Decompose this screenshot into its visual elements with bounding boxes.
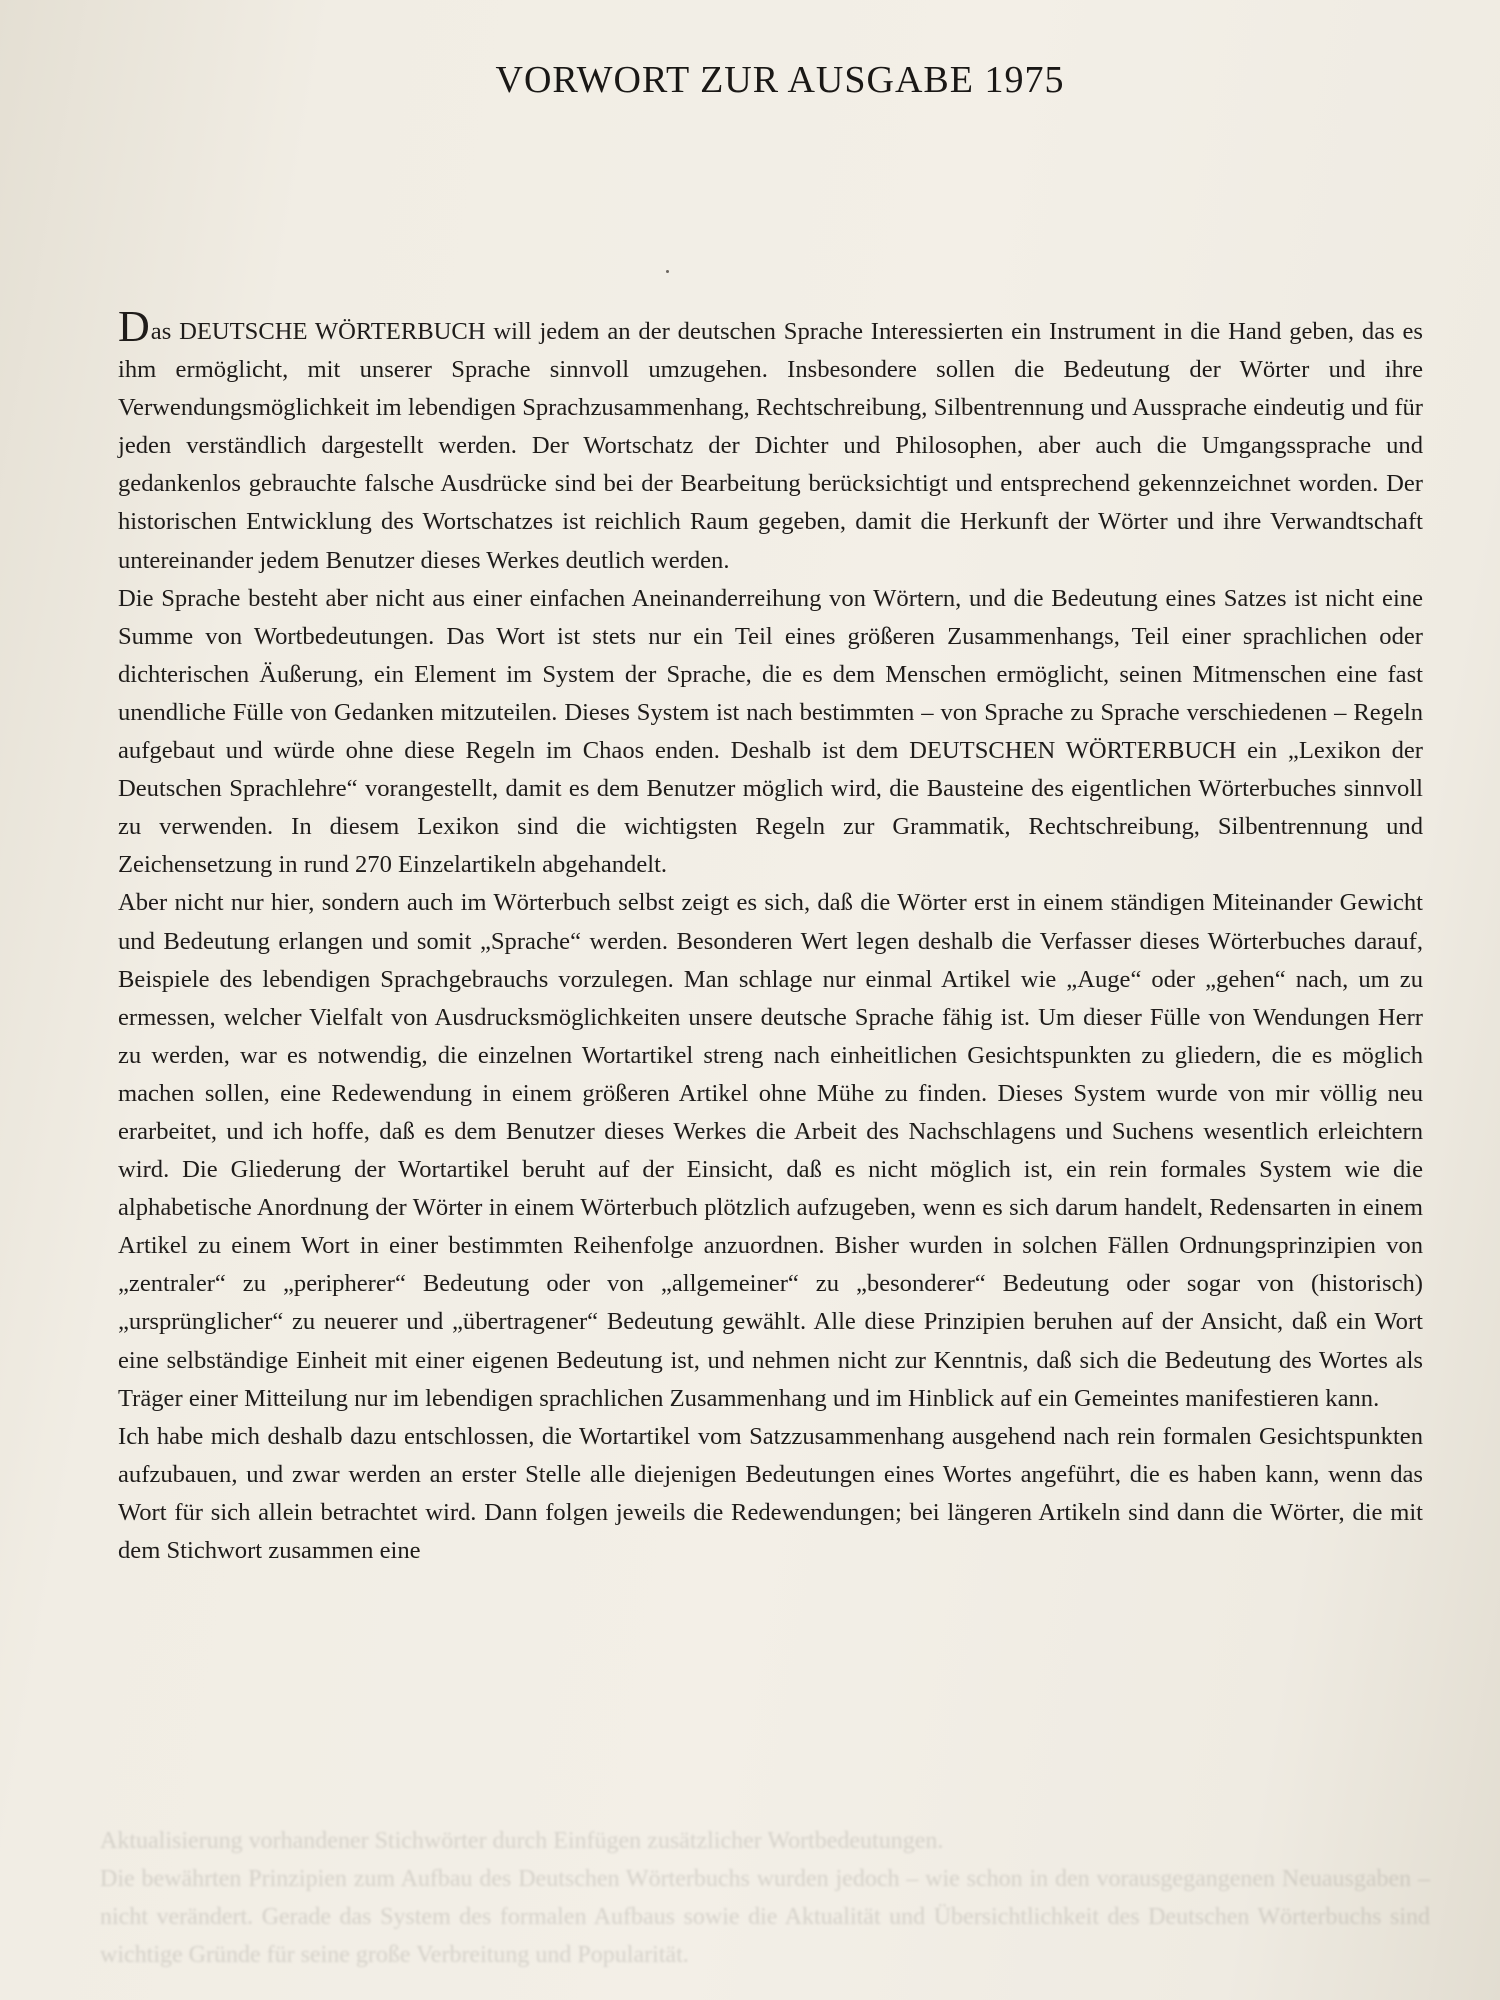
- preface-body: [118, 302, 1423, 1570]
- paragraph-2: Die Sprache besteht aber nicht aus einer einfachen Aneinanderreihung von Wörtern, und die Bedeutung eines Satzes ist nicht eine Summe von Wortbedeutungen. Das Wort ist stets nur ein Teil eines größeren Zusammenhangs, Teil einer sprachlichen oder dichterischen Äußerung, ein Element im System der Sprache, die es dem Menschen ermöglicht, seinen Mitmenschen eine fast unendliche Fülle von Gedanken mitzuteilen. Dieses System ist nach bestimmten – von Sprache zu Sprache verschiedenen – Regeln aufgebaut und würde ohne diese Regeln im Chaos enden. Deshalb ist dem DEUTSCHEN WÖRTERBUCH ein „Lexikon der Deutschen Sprachlehre“ vorangestellt, damit es dem Benutzer möglich wird, die Bausteine des eigentlichen Wörterbuches sinnvoll zu verwenden. In diesem Lexikon sind die wichtigsten Regeln zur Grammatik, Rechtschreibung, Silbentrennung und Zeichensetzung in rund 270 Einzelartikeln abgehandelt.: [118, 584, 1423, 879]
- paragraph-3: Aber nicht nur hier, sondern auch im Wörterbuch selbst zeigt es sich, daß die Wörter erst in einem ständigen Miteinander Gewicht und Bedeutung erlangen und somit „Sprache“ werden. Besonderen Wert legen deshalb die Verfasser dieses Wörterbuches darauf, Beispiele des lebendigen Sprachgebrauchs vorzulegen. Man schlage nur einmal Artikel wie „Auge“ oder „gehen“ nach, um zu ermessen, welcher Vielfalt von Ausdrucksmöglichkeiten unsere deutsche Sprache fähig ist. Um dieser Fülle von Wendungen Herr zu werden, war es notwendig, die einzelnen Wortartikel streng nach einheitlichen Gesichtspunkten zu gliedern, die es möglich machen sollen, eine Redewendung in einem größeren Artikel ohne Mühe zu finden. Dieses System wurde von mir völlig neu erarbeitet, und ich hoffe, daß es dem Benutzer dieses Werkes die Arbeit des Nachschlagens und Suchens wesentlich erleichtern wird. Die Gliederung der Wortartikel beruht auf der Einsicht, daß es nicht möglich ist, ein rein formales System wie die alphabetische Anordnung der Wörter in einem Wörterbuch plötzlich aufzugeben, wenn es sich darum handelt, Redensarten in einem Artikel zu einem Wort in einer bestimmten Reihenfolge anzuordnen. Bisher wurden in solchen Fällen Ordnungsprinzipien von „zentraler“ zu „peripherer“ Bedeutung oder von „allgemeiner“ zu „besonderer“ Bedeutung oder sogar von (historisch) „ursprünglicher“ zu neuerer und „übertragener“ Bedeutung gewählt. Alle diese Prinzipien beruhen auf der Ansicht, daß ein Wort eine selbständige Einheit mit einer eigenen Bedeutung ist, und nehmen nicht zur Kenntnis, daß sich die Bedeutung des Wortes als Träger einer Mitteilung nur im lebendigen sprachlichen Zusammenhang und im Hinblick auf ein Gemeintes manifestieren kann.: [118, 889, 1423, 1412]
- bleed-through-line-2: Die bewährten Prinzipien zum Aufbau des Deutschen Wörterbuchs wurden jedoch – wie schon in den vorausgegangenen Neuausgaben – nicht verändert. Gerade das System des formalen Aufbaus sowie die Aktualität und Übersichtlichkeit des Deutschen Wörterbuchs sind wichtige Gründe für seine große Verbreitung und Popularität.: [100, 1866, 1430, 1968]
- paragraph-4: Ich habe mich deshalb dazu entschlossen, die Wortartikel vom Satzzusammenhang ausgehend nach rein formalen Gesichtspunkten aufzubauen, und zwar werden an erster Stelle alle diejenigen Bedeutungen eines Wortes angeführt, die es haben kann, wenn das Wort für sich allein betrachtet wird. Dann folgen jeweils die Redewendungen; bei längeren Artikeln sind dann die Wörter, die mit dem Stichwort zusammen eine: [118, 1422, 1423, 1564]
- paragraph-1-text: as DEUTSCHE WÖRTERBUCH will jedem an der deutschen Sprache Interessierten ein Instrument in die Hand geben, das es ihm ermöglicht, mit unserer Sprache sinnvoll umzugehen. Insbesondere sollen die Bedeutung der Wörter und ihre Verwendungsmöglichkeit im lebendigen Sprachzusammenhang, Rechtschreibung, Silbentrennung und Aussprache eindeutig und für jeden verständlich dargestellt werden. Der Wortschatz der Dichter und Philosophen, aber auch die Umgangssprache und gedankenlos gebrauchte falsche Ausdrücke sind bei der Bearbeitung berücksichtigt und entsprechend gekennzeichnet worden. Der historischen Entwicklung des Wortschatzes ist reichlich Raum gegeben, damit die Herkunft der Wörter und ihre Verwandtschaft untereinander jedem Benutzer dieses Werkes deutlich werden.: [118, 318, 1423, 574]
- paragraph-1: [118, 302, 1423, 580]
- bleed-through-line-1: Aktualisierung vorhandener Stichwörter durch Einfügen zusätzlicher Wortbedeutungen.: [100, 1828, 944, 1854]
- initial-letter: D: [118, 302, 150, 351]
- bleed-through-text: [100, 1822, 1430, 1974]
- paper-speck: [666, 270, 669, 273]
- page-title: VORWORT ZUR AUSGABE 1975: [495, 59, 1065, 101]
